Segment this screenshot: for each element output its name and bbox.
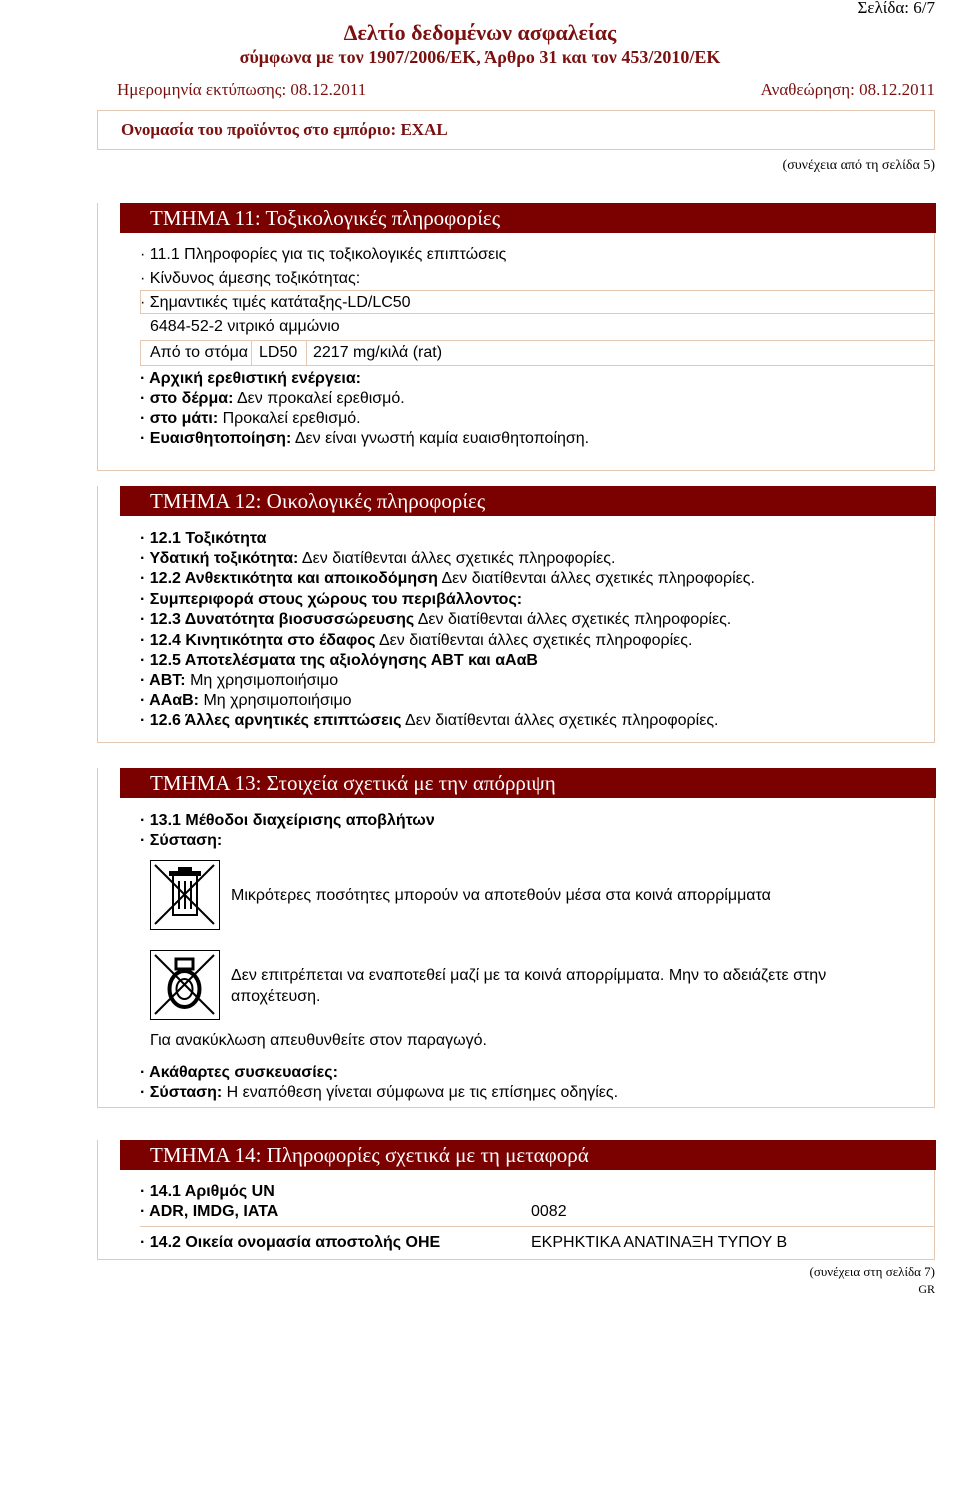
- product-name: Ονομασία του προϊόντος στο εμπόριο: EXAL: [121, 120, 448, 139]
- s11-ld-value: 2217 mg/κιλά (rat): [313, 344, 443, 361]
- s13-line-2: · Σύσταση:: [140, 832, 223, 849]
- section-14-header: ΤΜΗΜΑ 14: Πληροφορίες σχετικά με τη μεταφορά: [120, 1140, 936, 1170]
- s14-divider: [140, 1226, 935, 1227]
- continued-from: (συνέχεια από τη σελίδα 5): [782, 158, 935, 173]
- page-number: Σελίδα: 6/7: [857, 0, 935, 17]
- s11-line-1: · 11.1 Πληροφορίες για τις τοξικολογικές επιπτώσεις: [140, 246, 507, 263]
- s11-eye: [140, 410, 361, 428]
- section-12-header: ΤΜΗΜΑ 12: Οικολογικές πληροφορίες: [120, 486, 936, 516]
- s11-sensitisation: [140, 430, 589, 448]
- language-code: GR: [918, 1282, 935, 1296]
- s12-line-6: [140, 632, 692, 650]
- s13-l4-value: Η εναπόθεση γίνεται σύμφωνα με τις επίσημες οδηγίες.: [226, 1084, 619, 1101]
- s13-recycle: Για ανακύκλωση απευθυνθείτε στον παραγωγό.: [150, 1032, 487, 1049]
- s12-l6-value: Δεν διατίθενται άλλες σχετικές πληροφορίες.: [378, 632, 693, 649]
- eye-label: · στο μάτι:: [140, 410, 219, 427]
- s13-l4-label: · Σύσταση:: [140, 1084, 223, 1101]
- s12-line-7: · 12.5 Αποτελέσματα της αξιολόγησης ΑΒΤ και αΑαΒ: [140, 652, 538, 669]
- document-title: Δελτίο δεδομένων ασφαλείας: [343, 20, 617, 45]
- s14-line-2-value: 0082: [531, 1203, 567, 1220]
- s13-line-4: [140, 1084, 618, 1102]
- s11-route: Από το στόμα: [150, 344, 249, 361]
- print-date: Ημερομηνία εκτύπωσης: 08.12.2011: [117, 80, 367, 99]
- s14-line-3-label: · 14.2 Οικεία ονομασία αποστολής ΟΗΕ: [140, 1234, 441, 1251]
- s12-line-1: · 12.1 Τοξικότητα: [140, 530, 267, 547]
- s12-line-3: [140, 570, 755, 588]
- s12-l10-label: · 12.6 Άλλες αρνητικές επιπτώσεις: [140, 712, 402, 729]
- s12-l8-value: Μη χρησιμοποιήσιμο: [190, 672, 339, 689]
- s12-l8-label: · ΑΒΤ:: [140, 672, 186, 689]
- s11-substance: 6484-52-2 νιτρικό αμμώνιο: [150, 318, 340, 335]
- continued-to: (συνέχεια στη σελίδα 7): [809, 1264, 935, 1279]
- s12-l2-value: Δεν διατίθενται άλλες σχετικές πληροφορίες.: [301, 550, 616, 567]
- s12-line-10: [140, 712, 719, 730]
- s13-icon1-text: Μικρότερες ποσότητες μπορούν να αποτεθούν μέσα στα κοινά απορρίμματα: [231, 887, 771, 904]
- sens-value: Δεν είναι γνωστή καμία ευαισθητοποίηση.: [294, 430, 590, 447]
- s12-line-2: [140, 550, 615, 568]
- s12-l10-value: Δεν διατίθενται άλλες σχετικές πληροφορίες.: [405, 712, 719, 729]
- s11-skin: [140, 390, 405, 408]
- trash-bin-crossed-icon: [150, 860, 220, 930]
- toilet-crossed-icon: [150, 950, 220, 1020]
- s14-line-2-label: · ADR, IMDG, IATA: [140, 1203, 279, 1220]
- section-13-header: ΤΜΗΜΑ 13: Στοιχεία σχετικά με την απόρριψη: [120, 768, 936, 798]
- s11-line-6: · Αρχική ερεθιστική ενέργεια:: [140, 370, 361, 387]
- eye-value: Προκαλεί ερεθισμό.: [222, 410, 361, 427]
- s12-l2-label: · Υδατική τοξικότητα:: [140, 550, 299, 567]
- s12-l6-label: · 12.4 Κινητικότητα στο έδαφος: [140, 632, 376, 649]
- s12-l3-value: Δεν διατίθενται άλλες σχετικές πληροφορίες.: [441, 570, 755, 587]
- s12-l5-value: Δεν διατίθενται άλλες σχετικές πληροφορίες.: [417, 611, 732, 628]
- s14-line-3-value: ΕΚΡΗΚΤΙΚΑ ΑΝΑΤΙΝΑΞΗ ΤΥΠΟΥ Β: [531, 1234, 788, 1251]
- skin-value: Δεν προκαλεί ερεθισμό.: [236, 390, 405, 407]
- s12-line-4: · Συμπεριφορά στους χώρους του περιβάλλοντος:: [140, 591, 523, 608]
- s12-l9-label: · ΑΑαΒ:: [140, 692, 200, 709]
- s13-icon2-text-1: Δεν επιτρέπεται να εναποτεθεί μαζί με τα κοινά απορρίμματα. Μην το αδειάζετε στην: [231, 967, 827, 984]
- s12-l3-label: · 12.2 Ανθεκτικότητα και αποικοδόμηση: [140, 570, 438, 587]
- s12-line-5: [140, 611, 731, 629]
- skin-label: · στο δέρμα:: [140, 390, 234, 407]
- s12-l5-label: · 12.3 Δυνατότητα βιοσυσσώρευσης: [140, 611, 415, 628]
- s11-line-2: · Κίνδυνος άμεσης τοξικότητας:: [140, 270, 361, 287]
- s11-line-3: · Σημαντικές τιμές κατάταξης-LD/LC50: [140, 294, 411, 311]
- section-11-header: ΤΜΗΜΑ 11: Τοξικολογικές πληροφορίες: [120, 203, 936, 233]
- revision-date: Αναθεώρηση: 08.12.2011: [760, 80, 935, 99]
- s13-icon2-text-2: αποχέτευση.: [231, 988, 321, 1005]
- document-subtitle: σύμφωνα με τον 1907/2006/ΕΚ, Άρθρο 31 και τον 453/2010/ΕΚ: [239, 47, 721, 67]
- s12-line-8: [140, 672, 338, 690]
- s14-line-1: · 14.1 Αριθμός UN: [140, 1183, 275, 1200]
- s12-l9-value: Μη χρησιμοποιήσιμο: [203, 692, 352, 709]
- s13-line-1: · 13.1 Μέθοδοι διαχείρισης αποβλήτων: [140, 812, 435, 829]
- sens-label: · Ευαισθητοποίηση:: [140, 430, 292, 447]
- s11-ld50: LD50: [259, 344, 298, 361]
- s13-line-3: · Ακάθαρτες συσκευασίες:: [140, 1064, 338, 1081]
- s12-line-9: [140, 692, 352, 710]
